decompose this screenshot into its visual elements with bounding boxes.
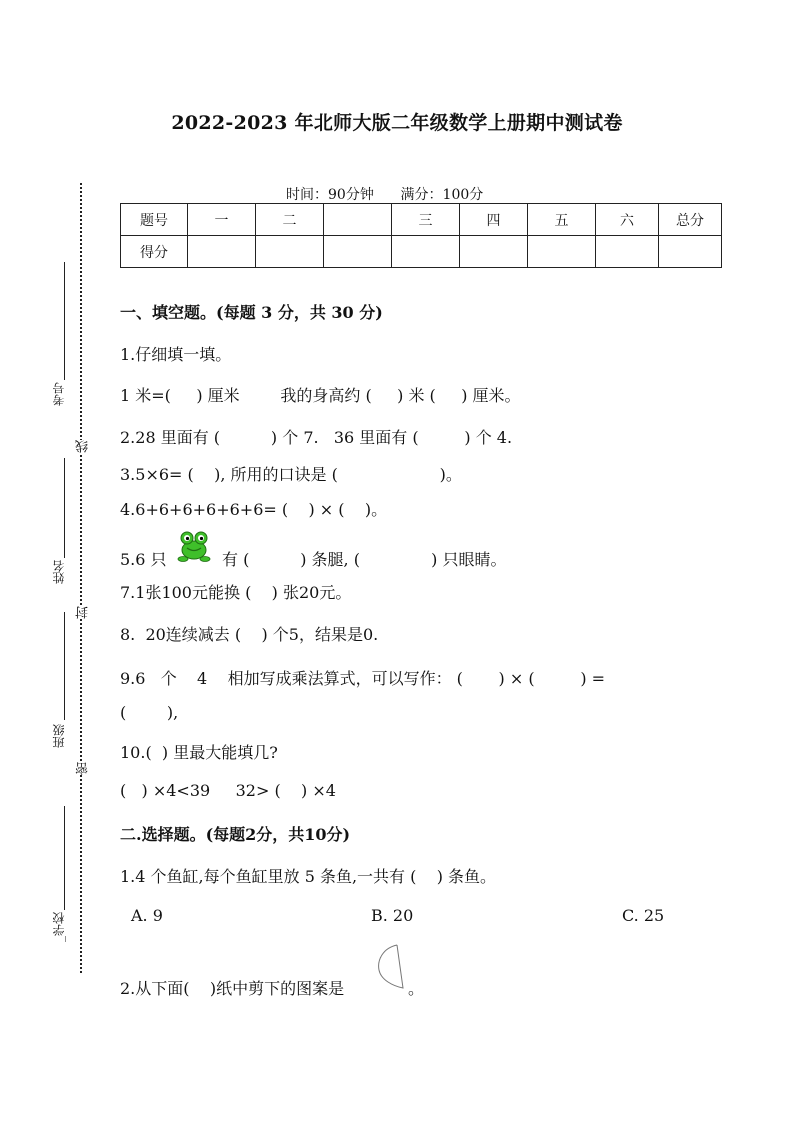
score-header-cell: 总分 [659,204,722,236]
score-table-header-row [121,204,722,236]
score-cell[interactable] [528,236,596,268]
question-line: 9.6 个 4 相加写成乘法算式，可以写作： ( ) × ( ) = [120,669,606,688]
score-table-score-row [121,236,722,268]
option-c[interactable]: C. 25 [622,906,665,925]
exam-number-blank [64,262,65,380]
score-cell[interactable] [324,236,392,268]
question-5-prefix: 5.6 只 [120,550,167,569]
seal-char-seal: 封 [76,606,91,619]
school-label: _学校 [52,912,66,942]
class-blank [64,612,65,720]
question-line: 8. 20连续减去 ( ) 个5，结果是0. [120,625,379,644]
name-label: 姓名 [52,560,66,584]
name-blank [64,458,65,558]
exam-full-score: 满分：100分 [400,187,484,203]
question-line: 2.28 里面有 ( ) 个 7. 36 里面有 ( ) 个 4. [120,428,513,447]
frog-icon [176,528,212,564]
score-header-cell: 题号 [121,204,188,236]
page-title: 2022-2023 年北师大版二年级数学上册期中测试卷 [171,112,623,134]
score-cell[interactable] [392,236,460,268]
score-header-cell [324,204,392,236]
exam-meta [286,184,483,204]
question-line: ( ), [120,703,179,722]
score-header-cell: 六 [596,204,659,236]
question-line: 10.( ) 里最大能填几? [120,743,278,762]
question-line: 7.1张100元能换 ( ) 张20元。 [120,583,352,602]
school-blank [64,806,65,910]
score-cell[interactable] [256,236,324,268]
option-b[interactable]: B. 20 [371,906,414,925]
question-line: 1.仔细填一填。 [120,345,232,364]
question-line: ( ) ×4<39 32> ( ) ×4 [120,781,336,800]
binding-dotted-line [80,183,82,973]
score-header-cell: 二 [256,204,324,236]
class-label: 班级 [52,724,66,748]
seal-char-secret: 密 [76,762,91,775]
question-line: 1 米=( ) 厘米 我的身高约 ( ) 米 ( ) 厘米。 [120,386,521,405]
score-cell[interactable] [659,236,722,268]
question-line: 3.5×6= ( ), 所用的口诀是 ( )。 [120,465,462,484]
seal-char-line: 线 [76,440,91,453]
score-cell[interactable] [188,236,256,268]
exam-time: 时间：90分钟 [286,187,374,203]
choice-question-2-suffix: 。 [408,979,425,998]
exam-number-label: 考号 [52,382,66,406]
question-5-text: 有 ( ) 条腿, ( ) 只眼睛。 [222,550,507,569]
score-header-cell: 三 [392,204,460,236]
score-header-cell: 五 [528,204,596,236]
score-table [120,203,722,268]
score-header-cell: 四 [460,204,528,236]
option-a[interactable]: A. 9 [131,906,163,925]
section-heading-fill-blank: 一、填空题。(每题 3 分，共 30 分) [120,303,383,322]
score-header-cell: 一 [188,204,256,236]
question-line: 4.6+6+6+6+6+6= ( ) × ( )。 [120,500,388,519]
score-cell[interactable] [460,236,528,268]
score-cell[interactable] [596,236,659,268]
choice-question-2-prefix: 2.从下面( )纸中剪下的图案是 [120,979,345,998]
choice-question-1: 1.4 个鱼缸,每个鱼缸里放 5 条鱼,一共有 ( ) 条鱼。 [120,867,497,886]
score-row-label: 得分 [121,236,188,268]
section-heading-choice: 二.选择题。(每题2分，共10分) [120,825,351,844]
